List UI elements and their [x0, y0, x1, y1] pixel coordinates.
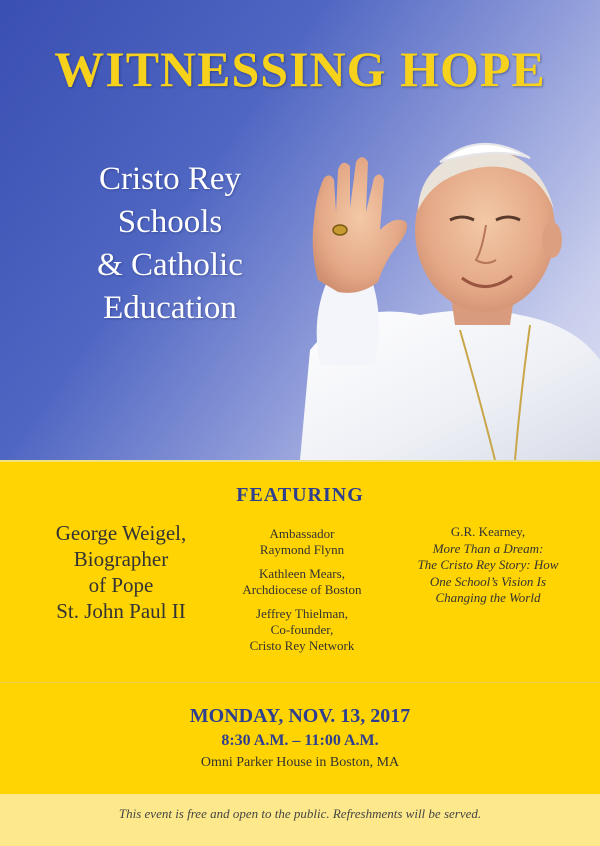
book-title-line: The Cristo Rey Story: How — [417, 557, 559, 572]
author-name: G.R. Kearney, — [450, 524, 526, 539]
main-speaker-line: Biographer — [73, 547, 169, 571]
speaker-line: Raymond Flynn — [259, 542, 345, 557]
subtitle-line: Education — [103, 290, 237, 326]
event-details-section — [0, 682, 600, 795]
book-title-line: One School’s Vision Is — [429, 573, 547, 589]
speaker-line: Ambassador — [269, 526, 335, 541]
footer-section — [0, 794, 600, 846]
event-date: MONDAY, NOV. 13, 2017 — [189, 705, 411, 727]
subtitle-line: Cristo Rey — [98, 161, 242, 197]
book-title-line: Changing the World — [435, 590, 541, 605]
event-venue: Omni Parker House in Boston, MA — [200, 755, 400, 770]
subtitle-line: & Catholic — [97, 247, 243, 283]
book-title-line: More Than a Dream: — [432, 540, 544, 556]
speaker-entry — [218, 606, 386, 654]
event-time: 8:30 A.M. – 11:00 A.M. — [221, 732, 379, 749]
footer-note: This event is free and open to the public. Refreshments will be served. — [118, 806, 482, 821]
speaker-line: Jeffrey Thielman, — [256, 606, 348, 621]
speaker-line: Co-founder, — [270, 622, 334, 637]
speaker-line: Kathleen Mears, — [259, 566, 345, 581]
speaker-entry — [218, 526, 386, 558]
main-speaker-line: George Weigel, — [55, 521, 187, 545]
featuring-section — [0, 460, 600, 684]
pope-portrait-image — [290, 100, 600, 460]
speaker-line: Cristo Rey Network — [249, 638, 355, 653]
poster-subtitle — [70, 158, 270, 330]
speaker-list — [218, 526, 386, 662]
author-speaker — [400, 524, 576, 607]
poster-title: WITNESSING HOPE — [54, 41, 546, 97]
featuring-heading: FEATURING — [236, 484, 364, 506]
main-speaker — [36, 520, 206, 624]
main-speaker-line: of Pope — [88, 573, 154, 597]
speaker-entry — [218, 566, 386, 598]
subtitle-line: Schools — [117, 204, 223, 240]
speaker-line: Archdiocese of Boston — [242, 582, 362, 597]
main-speaker-line: St. John Paul II — [56, 599, 186, 623]
